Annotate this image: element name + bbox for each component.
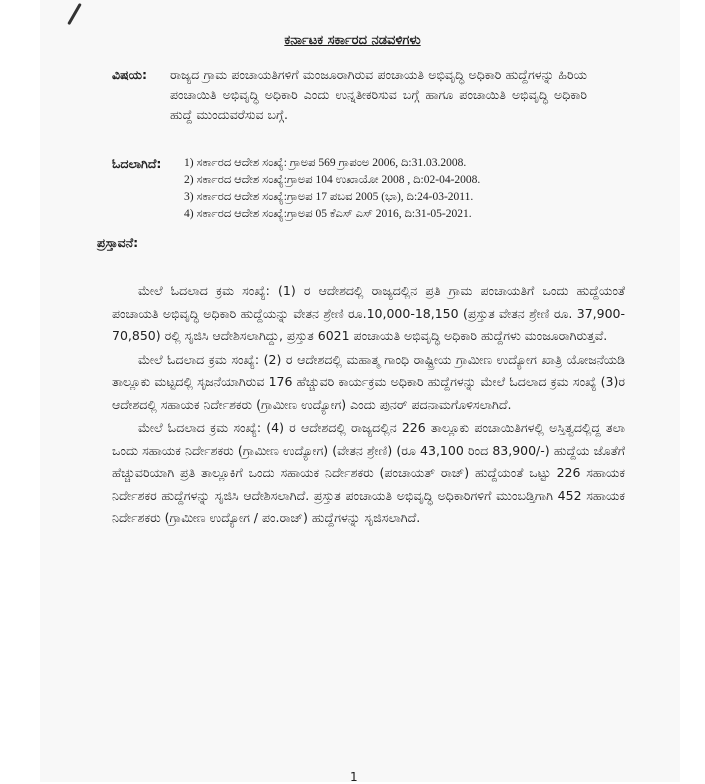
reference-item: 2) ಸರ್ಕಾರದ ಆದೇಶ ಸಂಖ್ಯೆ:ಗ್ರಾಅಪ 104 ಉಖಾಯೋ 2008 , ದಿ:02-04-2008. (184, 174, 481, 186)
references-label: ಓದಲಾಗಿದೆ: (112, 156, 162, 171)
paragraph: ಮೇಲೆ ಓದಲಾದ ಕ್ರಮ ಸಂಖ್ಯೆ: (4) ರ ಆದೇಶದಲ್ಲಿ ರಾಜ್ಯದಲ್ಲಿನ 226 ತಾಲ್ಲೂಕು ಪಂಚಾಯಿತಿಗಳಲ್ಲಿ ಅಸ್ತಿತ್ವದಲ್ಲಿದ್ದ ತಲಾ ಒಂದು ಸಹಾಯಕ ನಿರ್ದೇಶಕರು (ಗ್ರಾಮೀಣ ಉದ್ಯೋಗ) (ವೇತನ ಶ್ರೇಣಿ) (ರೂ 43,100 ರಿಂದ 83,900/-) ಹುದ್ದೆಯ ಜೊತೆಗೆ ಹೆಚ್ಚುವರಿಯಾಗಿ ಪ್ರತಿ ತಾಲ್ಲೂಕಿಗೆ ಒಂದು ಸಹಾಯಕ ನಿರ್ದೇಶಕರು (ಪಂಚಾಯತ್ ರಾಜ್) ಹುದ್ದೆಯಂತೆ ಒಟ್ಟು 226 ಸಹಾಯಕ ನಿರ್ದೇಶಕರ ಹುದ್ದೆಗಳನ್ನು ಸೃಜಿಸಿ ಆದೇಶಿಸಲಾಗಿದೆ. ಪ್ರಸ್ತುತ ಪಂಚಾಯತಿ ಅಭಿವೃದ್ಧಿ ಅಧಿಕಾರಿಗಳಿಗೆ ಮುಂಬಡ್ತಿಗಾಗಿ 452 ಸಹಾಯಕ ನಿರ್ದೇಶಕರು (ಗ್ರಾಮೀಣ ಉದ್ಯೋಗ / ಪಂ.ರಾಜ್) ಹುದ್ದೆಗಳನ್ನು ಸೃಜಿಸಲಾಗಿದೆ. (112, 420, 625, 525)
subject-label: ವಿಷಯ: (112, 67, 147, 82)
references-block (112, 155, 592, 223)
subject-text: ರಾಜ್ಯದ ಗ್ರಾಮ ಪಂಚಾಯತಿಗಳಿಗೆ ಮಂಜೂರಾಗಿರುವ ಪಂಚಾಯತಿ ಅಭಿವೃದ್ಧಿ ಅಧಿಕಾರಿ ಹುದ್ದೆಗಳನ್ನು ಹಿರಿಯ ಪಂಚಾಯಿತಿ ಅಭಿವೃದ್ಧಿ ಅಧಿಕಾರಿ ಎಂದು ಉನ್ನತೀಕರಿಸುವ ಬಗ್ಗೆ ಹಾಗೂ ಪಂಚಾಯಿತಿ ಅಭಿವೃದ್ಧಿ ಅಧಿಕಾರಿ ಹುದ್ದೆ ಮುಂದುವರೆಸುವ ಬಗ್ಗೆ. (170, 67, 587, 122)
reference-item: 3) ಸರ್ಕಾರದ ಆದೇಶ ಸಂಖ್ಯೆ:ಗ್ರಾಅಪ 17 ಪಬವ 2005 (ಭಾ), ದಿ:24-03-2011. (184, 191, 474, 203)
page-number: 1 (350, 770, 358, 784)
document-title: ಕರ್ನಾಟಕ ಸರ್ಕಾರದ ನಡವಳಿಗಳು (284, 33, 421, 48)
reference-item: 1) ಸರ್ಕಾರದ ಆದೇಶ ಸಂಖ್ಯೆ: ಗ್ರಾಅಪ 569 ಗ್ರಾಪಂಅ 2006, ದಿ:31.03.2008. (184, 157, 467, 169)
body-text (112, 280, 625, 531)
references-list (184, 155, 592, 223)
paragraph: ಮೇಲೆ ಓದಲಾದ ಕ್ರಮ ಸಂಖ್ಯೆ: (1) ರ ಆದೇಶದಲ್ಲಿ ರಾಜ್ಯದಲ್ಲಿನ ಪ್ರತಿ ಗ್ರಾಮ ಪಂಚಾಯತಿಗೆ ಒಂದು ಹುದ್ದೆಯಂತೆ ಪಂಚಾಯತಿ ಅಭಿವೃದ್ಧಿ ಅಧಿಕಾರಿ ಹುದ್ದೆಯನ್ನು ವೇತನ ಶ್ರೇಣಿ ರೂ.10,000-18,150 (ಪ್ರಸ್ತುತ ವೇತನ ಶ್ರೇಣಿ ರೂ. 37,900-70,850) ರಲ್ಲಿ ಸೃಜಿಸಿ ಆದೇಶಿಸಲಾಗಿದ್ದು, ಪ್ರಸ್ತುತ 6021 ಪಂಚಾಯತಿ ಅಭಿವೃದ್ಧಿ ಅಧಿಕಾರಿ ಹುದ್ದೆಗಳು ಮಂಜೂರಾಗಿರುತ್ತವೆ. (112, 283, 625, 343)
reference-item: 4) ಸರ್ಕಾರದ ಆದೇಶ ಸಂಖ್ಯೆ:ಗ್ರಾಅಪ 05 ಕೆಎಸ್ ಎಸ್ 2016, ದಿ:31-05-2021. (184, 208, 472, 220)
paragraph: ಮೇಲೆ ಓದಲಾದ ಕ್ರಮ ಸಂಖ್ಯೆ: (2) ರ ಆದೇಶದಲ್ಲಿ ಮಹಾತ್ಮ ಗಾಂಧಿ ರಾಷ್ಟ್ರೀಯ ಗ್ರಾಮೀಣ ಉದ್ಯೋಗ ಖಾತ್ರಿ ಯೋಜನೆಯಡಿ ತಾಲ್ಲೂಕು ಮಟ್ಟದಲ್ಲಿ ಸೃಜನೆಯಾಗಿರುವ 176 ಹೆಚ್ಚುವರಿ ಕಾರ್ಯಕ್ರಮ ಅಧಿಕಾರಿ ಹುದ್ದೆಗಳನ್ನು ಮೇಲೆ ಓದಲಾದ ಕ್ರಮ ಸಂಖ್ಯೆ (3)ರ ಆದೇಶದಲ್ಲಿ ಸಹಾಯಕ ನಿರ್ದೇಶಕರು (ಗ್ರಾಮೀಣ ಉದ್ಯೋಗ) ಎಂದು ಪುನರ್ ಪದನಾಮಗೊಳಿಸಲಾಗಿದೆ. (112, 351, 625, 412)
subject-block (112, 65, 587, 125)
preamble-heading: ಪ್ರಸ್ತಾವನೆ: (97, 235, 139, 250)
